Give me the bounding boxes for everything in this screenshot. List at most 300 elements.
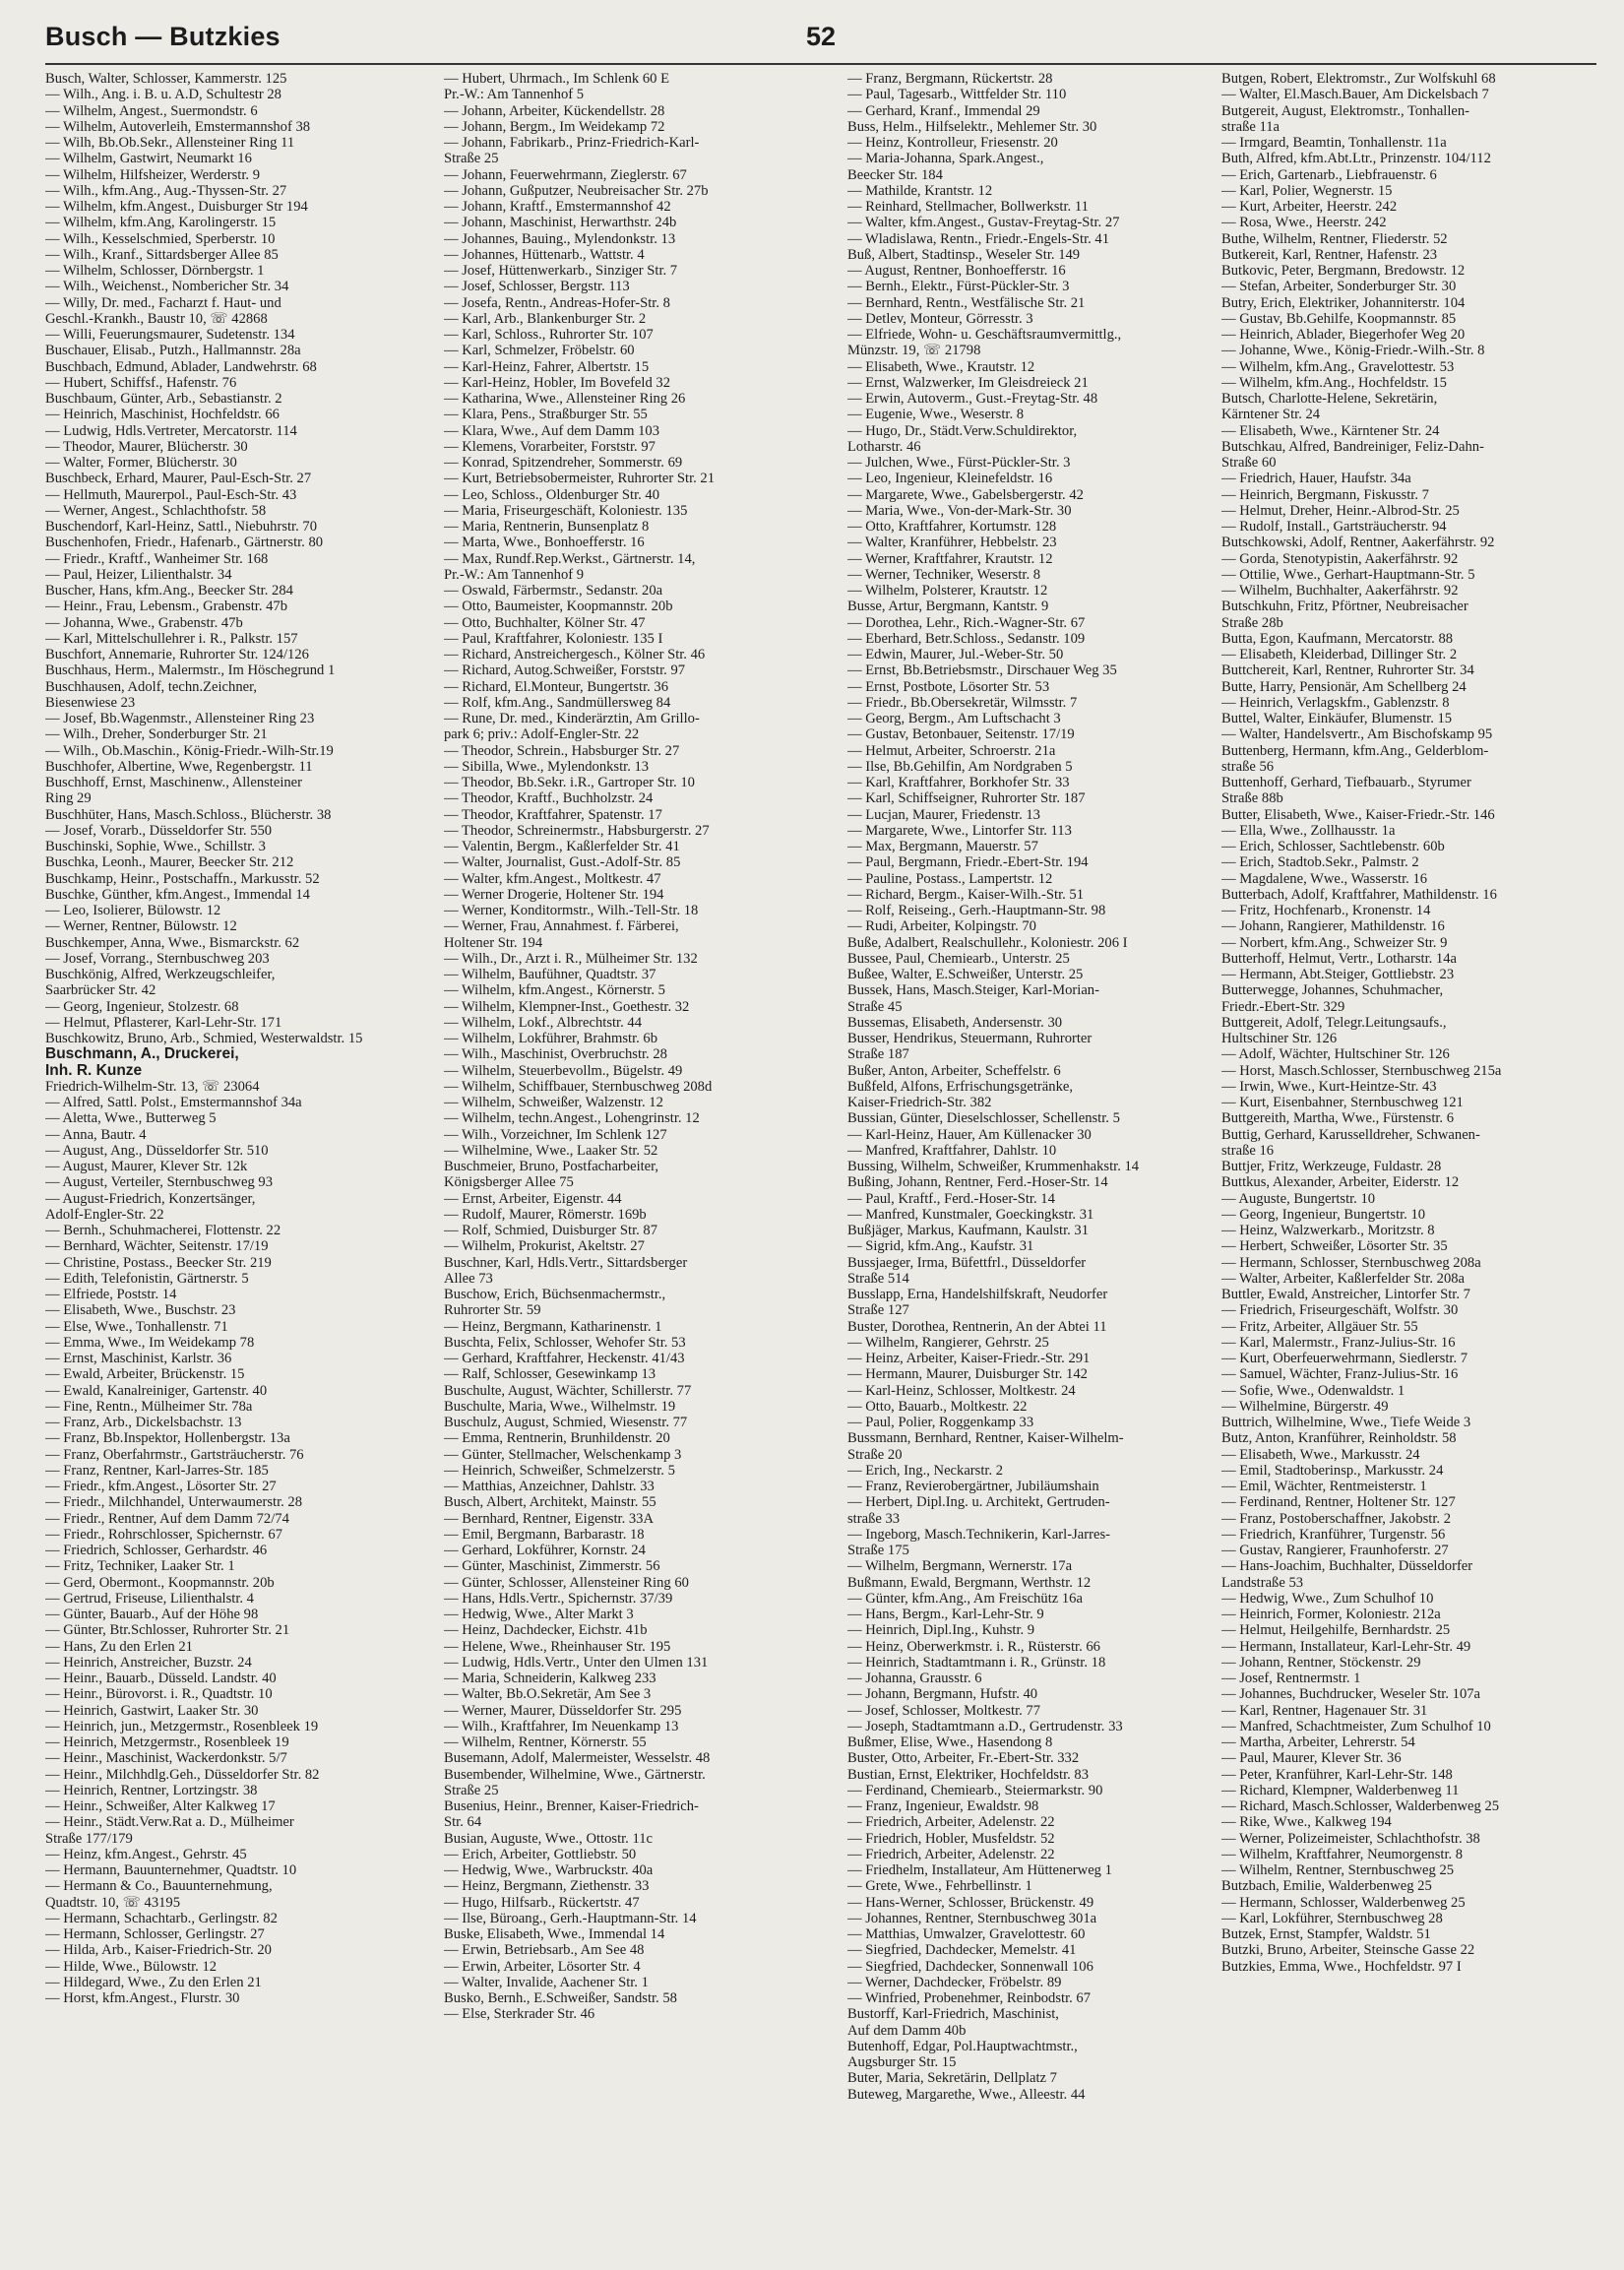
directory-entry-line: — Johanna, Wwe., Grabenstr. 47b [45,614,243,631]
directory-entry-line: — Kurt, Eisenbahner, Sternbuschweg 121 [1221,1095,1464,1110]
directory-entry-line: — Franz, Postoberschaffner, Jakobstr. 2 [1221,1510,1452,1527]
directory-entry-line: Butsch, Charlotte-Helene, Sekretärin, [1221,391,1438,407]
directory-entry-line: Straße 25 [444,151,499,167]
directory-entry-line: — Johann, Rangierer, Mathildenstr. 16 [1221,918,1445,935]
directory-entry-line: — Hedwig, Wwe., Warbruckstr. 40a [444,1862,654,1878]
directory-entry-line: Hultschiner Str. 126 [1221,1031,1338,1046]
directory-entry-line: — Winfried, Probenehmer, Reinbodstr. 67 [847,1990,1092,2006]
directory-entry-line: — Valentin, Bergm., Kaßlerfelder Str. 41 [444,839,680,854]
directory-entry-line: straße 11a [1221,118,1280,135]
directory-entry-line: Butterhoff, Helmut, Vertr., Lotharstr. 14a [1221,950,1457,967]
directory-entry-line: Buschendorf, Karl-Heinz, Sattl., Niebuhrstr. 70 [45,519,318,535]
directory-entry-line: — Peter, Kranführer, Karl-Lehr-Str. 148 [1221,1766,1453,1783]
directory-entry-line: — Manfred, Schachtmeister, Zum Schulhof 10 [1221,1718,1491,1734]
directory-entry-line: — Heinz, Oberwerkmstr. i. R., Rüsterstr. 66 [847,1638,1100,1655]
directory-entry-line: — Gorda, Stenotypistin, Aakerfährstr. 92 [1221,550,1459,567]
directory-entry-line: — Klemens, Vorarbeiter, Forststr. 97 [444,438,656,455]
directory-entry-line: Pr.-W.: Am Tannenhof 9 [444,566,585,583]
directory-entry-line: — Johann, Bergmann, Hufstr. 40 [847,1686,1038,1703]
directory-entry-line: Buschauer, Elisab., Putzh., Hallmannstr. 28a [45,343,301,359]
directory-entry-line: — Günter, kfm.Ang., Am Freischütz 16a [847,1590,1083,1607]
directory-entry-line: — Franz, Bb.Inspektor, Hollenbergstr. 13a [45,1430,290,1447]
directory-entry-line: Butkereit, Karl, Rentner, Hafenstr. 23 [1221,246,1438,263]
directory-entry-line: — Elisabeth, Wwe., Kärntener Str. 24 [1221,422,1440,439]
directory-entry-line: Straße 177/179 [45,1830,133,1847]
directory-entry-line: — Fritz, Arbeiter, Allgäuer Str. 55 [1221,1318,1418,1335]
directory-entry-line: — Hermann, Schlosser, Sternbuschweg 208a [1221,1254,1481,1271]
directory-entry-line: — Wilhelm, Lokf., Albrechtstr. 44 [444,1014,642,1031]
directory-entry-line: — Walter, Former, Blücherstr. 30 [45,455,237,471]
directory-entry-line: — Otto, Buchhalter, Kölner Str. 47 [444,614,646,631]
directory-entry-line: — Adolf, Wächter, Hultschiner Str. 126 [1221,1046,1450,1063]
directory-entry-line: Butenhoff, Edgar, Pol.Hauptwachtmstr., [847,2038,1078,2054]
directory-entry-line: — Samuel, Wächter, Franz-Julius-Str. 16 [1221,1366,1459,1383]
directory-entry-line: — Auguste, Bungertstr. 10 [1221,1190,1376,1207]
directory-entry-line: Straße 127 [847,1302,909,1319]
directory-entry-line: — Wilhelm, kfm.Ang, Karolingerstr. 15 [45,215,277,231]
directory-entry-line: — Theodor, Schreinermstr., Habsburgerstr. 27 [444,822,710,839]
directory-entry-line: — Ralf, Schlosser, Gesewinkamp 13 [444,1366,656,1383]
directory-entry-line: — Heinz, Bergmann, Katharinenstr. 1 [444,1318,662,1335]
directory-entry-line: Busko, Bernh., E.Schweißer, Sandstr. 58 [444,1990,677,2006]
directory-entry-line: Augsburger Str. 15 [847,2054,957,2070]
directory-entry-line: — Heinrich, Rentner, Lortzingstr. 38 [45,1782,258,1798]
directory-entry-line: Straße 175 [847,1543,909,1558]
directory-entry-line: — Werner Drogerie, Holtener Str. 194 [444,886,664,903]
directory-entry-line: Bustian, Ernst, Elektriker, Hochfeldstr. 83 [847,1766,1090,1783]
directory-entry-line: Buschfort, Annemarie, Ruhrorter Str. 124/126 [45,647,309,662]
directory-entry-line: — Bernh., Elektr., Fürst-Pückler-Str. 3 [847,279,1070,295]
directory-entry-line: — Elfriede, Wohn- u. Geschäftsraumvermittlg., [847,327,1122,343]
directory-entry-line: — Matthias, Anzeichner, Dahlstr. 33 [444,1479,655,1494]
directory-entry-line: — Wilhelm, Hilfsheizer, Werderstr. 9 [45,166,260,183]
directory-entry-line: Butry, Erich, Elektriker, Johanniterstr. 104 [1221,294,1466,311]
directory-entry-line: Busch, Albert, Architekt, Mainstr. 55 [444,1494,656,1511]
directory-entry-line: — Hilda, Arb., Kaiser-Friedrich-Str. 20 [45,1942,272,1959]
directory-entry-line: Straße 60 [1221,455,1277,471]
directory-entry-line: — Wilh., Dr., Arzt i. R., Mülheimer Str. 132 [444,950,698,967]
directory-entry-line: — Friedrich, Hobler, Musfeldstr. 52 [847,1830,1055,1847]
directory-entry-line: Busembender, Wilhelmine, Wwe., Gärtnerstr. [444,1766,706,1783]
directory-entry-line: — Manfred, Kunstmaler, Goeckingkstr. 31 [847,1206,1094,1223]
directory-entry-line: Bussek, Hans, Masch.Steiger, Karl-Morian- [847,982,1099,999]
directory-entry-line: — Wilh., Vorzeichner, Im Schlenk 127 [444,1126,667,1143]
directory-entry-line: — Franz, Bergmann, Rückertstr. 28 [847,71,1053,87]
directory-entry-line: — Wilh., Kesselschmied, Sperberstr. 10 [45,230,276,247]
directory-entry-line: — Erich, Schlosser, Sachtlebenstr. 60b [1221,839,1445,854]
directory-entry-line: Buschhoff, Ernst, Maschinenw., Allensteiner [45,775,303,790]
directory-entry-line: Busser, Hendrikus, Steuermann, Ruhrorter [847,1031,1093,1046]
directory-entry-line: Bußfeld, Alfons, Erfrischungsgetränke, [847,1078,1073,1095]
directory-entry-line: — Dorothea, Lehr., Rich.-Wagner-Str. 67 [847,614,1086,631]
directory-entry-line: — Paul, Polier, Roggenkamp 33 [847,1415,1034,1430]
directory-entry-line: — Karl, Arb., Blankenburger Str. 2 [444,310,647,327]
directory-entry-line: Beecker Str. 184 [847,166,943,183]
directory-entry-line: — Walter, El.Masch.Bauer, Am Dickelsbach 7 [1221,87,1489,103]
directory-entry-line: — Ernst, Postbote, Lösorter Str. 53 [847,678,1050,695]
directory-entry-line: — Karl-Heinz, Schlosser, Moltkestr. 24 [847,1382,1076,1399]
directory-entry-line: — Wilhelm, Autoverleih, Emstermannshof 38 [45,118,311,135]
directory-entry-line: — Maria-Johanna, Spark.Angest., [847,151,1044,167]
directory-entry-line: Straße 28b [1221,614,1283,631]
directory-entry-line: — Matthias, Umwalzer, Gravelottestr. 60 [847,1926,1086,1942]
directory-entry-line: — Rosa, Wwe., Heerstr. 242 [1221,215,1387,231]
directory-entry-line: — Karl-Heinz, Hobler, Im Bovefeld 32 [444,374,671,391]
directory-entry-line: — Ludwig, Hdls.Vertreter, Mercatorstr. 114 [45,422,297,439]
directory-entry-line: — Günter, Btr.Schlosser, Ruhrorter Str. 21 [45,1622,290,1639]
directory-entry-line: — Karl, Kraftfahrer, Borkhofer Str. 33 [847,775,1070,790]
directory-entry-line: Butterwegge, Johannes, Schuhmacher, [1221,982,1444,999]
directory-entry-line: — August, Verteiler, Sternbuschweg 93 [45,1174,273,1191]
directory-entry-line: — Klara, Pens., Straßburger Str. 55 [444,407,648,423]
directory-entry-line: — Heinz, Bergmann, Ziethenstr. 33 [444,1878,650,1895]
directory-entry-line: — Edith, Telefonistin, Gärtnerstr. 5 [45,1270,249,1287]
directory-entry-line: Buttenberg, Hermann, kfm.Ang., Gelderblom- [1221,742,1489,759]
directory-entry-line: — Walter, Kranführer, Hebbelstr. 23 [847,535,1057,551]
directory-entry-line: — Anna, Bautr. 4 [45,1126,147,1143]
directory-entry-line: — Ilse, Büroang., Gerh.-Hauptmann-Str. 14 [444,1910,697,1926]
directory-entry-line: Holtener Str. 194 [444,934,543,951]
directory-entry-line: — Ferdinand, Rentner, Holtener Str. 127 [1221,1494,1456,1511]
directory-entry-line: — Leo, Schloss., Oldenburger Str. 40 [444,486,660,503]
directory-entry-line: straße 33 [847,1510,901,1527]
directory-entry-line: — Heinz, kfm.Angest., Gehrstr. 45 [45,1846,247,1862]
directory-entry-line: Butter, Elisabeth, Wwe., Kaiser-Friedr.-Str. 146 [1221,806,1495,823]
directory-entry-line: — Fine, Rentn., Mülheimer Str. 78a [45,1398,253,1415]
directory-entry-line: — Fritz, Techniker, Laaker Str. 1 [45,1558,235,1575]
directory-entry-line: — Hans, Bergm., Karl-Lehr-Str. 9 [847,1607,1044,1622]
directory-entry-line: — Wilhelm, Bergmann, Wernerstr. 17a [847,1558,1073,1575]
directory-entry-line: — Richard, Klempner, Walderbenweg 11 [1221,1782,1460,1798]
directory-entry-line: — Erwin, Arbeiter, Lösorter Str. 4 [444,1958,641,1975]
directory-entry-line: Buschhüter, Hans, Masch.Schloss., Blücherstr. 38 [45,806,332,823]
directory-entry-line: — Friedrich, Hauer, Haufstr. 34a [1221,471,1411,487]
directory-entry-line: — Rune, Dr. med., Kinderärztin, Am Grillo- [444,711,700,726]
directory-entry-line: — Otto, Kraftfahrer, Kortumstr. 128 [847,519,1057,535]
directory-entry-line: — Gustav, Bb.Gehilfe, Koopmannstr. 85 [1221,310,1457,327]
directory-entry-line: — Josef, Vorarb., Düsseldorfer Str. 550 [45,822,273,839]
directory-entry-line: Busemann, Adolf, Malermeister, Wesselstr. 48 [444,1750,711,1767]
directory-entry-line: — Wilhelm, Steuerbevollm., Bügelstr. 49 [444,1062,683,1079]
directory-entry-line: Biesenwiese 23 [45,694,136,711]
directory-entry-line: — Josef, Rentnermstr. 1 [1221,1671,1361,1686]
directory-entry-line: — Werner, Angest., Schlachthofstr. 58 [45,502,267,519]
directory-entry-line: — Otto, Baumeister, Koopmannstr. 20b [444,599,673,615]
directory-entry-line: Butta, Egon, Kaufmann, Mercatorstr. 88 [1221,630,1454,647]
directory-entry-line: — Hans, Zu den Erlen 21 [45,1638,193,1655]
directory-entry-line: Pr.-W.: Am Tannenhof 5 [444,87,585,103]
directory-entry-line: — Werner, Polizeimeister, Schlachthofstr. 38 [1221,1830,1480,1847]
directory-entry-line: — Karl, Polier, Wegnerstr. 15 [1221,182,1393,199]
directory-entry-line: — Fritz, Hochfenarb., Kronenstr. 14 [1221,903,1431,918]
directory-entry-line: — Wilhelm, Kraftfahrer, Neumorgenstr. 8 [1221,1846,1464,1862]
directory-entry-line: Buschbach, Edmund, Ablader, Landwehrstr. 68 [45,358,317,375]
directory-entry-line: — Johann, Arbeiter, Kückendellstr. 28 [444,102,665,119]
directory-entry-line: — Max, Bergmann, Mauerstr. 57 [847,839,1038,854]
directory-entry-line: — Emil, Stadtoberinsp., Markusstr. 24 [1221,1462,1444,1479]
directory-entry-line: — Johanne, Wwe., König-Friedr.-Wilh.-Str. 8 [1221,343,1485,359]
directory-entry-line: Busian, Auguste, Wwe., Ottostr. 11c [444,1830,654,1847]
directory-entry-line: — Josefa, Rentn., Andreas-Hofer-Str. 8 [444,294,670,311]
directory-entry-line: Butschkuhn, Fritz, Pförtner, Neubreisacher [1221,599,1468,615]
directory-entry-line: — Paul, Kraftf., Ferd.-Hoser-Str. 14 [847,1190,1055,1207]
directory-entry-line: — Pauline, Postass., Lampertstr. 12 [847,870,1053,887]
directory-entry-line: — Friedrich, Schlosser, Gerhardstr. 46 [45,1543,268,1558]
directory-entry-line: Buschulte, August, Wächter, Schillerstr. 77 [444,1382,692,1399]
directory-entry-line: — Rudolf, Install., Gartsträucherstr. 94 [1221,519,1447,535]
directory-entry-line: park 6; priv.: Adolf-Engler-Str. 22 [444,726,640,743]
directory-entry-line: — Elfriede, Poststr. 14 [45,1287,177,1302]
directory-entry-line: — Wilhelm, techn.Angest., Lohengrinstr. 12 [444,1110,700,1127]
directory-entry-line: — Karl-Heinz, Hauer, Am Küllenacker 30 [847,1126,1092,1143]
directory-entry-line: — Heinz, Kontrolleur, Friesenstr. 20 [847,135,1058,151]
directory-entry-line: — Erich, Stadtob.Sekr., Palmstr. 2 [1221,854,1419,871]
directory-entry-line: Buttler, Ewald, Anstreicher, Lintorfer Str. 7 [1221,1287,1470,1302]
directory-entry-line: — Hubert, Schiffsf., Hafenstr. 76 [45,374,237,391]
directory-entry-line: — Else, Sterkrader Str. 46 [444,2006,595,2023]
directory-entry-line: — Theodor, Schrein., Habsburger Str. 27 [444,742,680,759]
directory-entry-line: — Hermann, Installateur, Karl-Lehr-Str. 49 [1221,1638,1471,1655]
directory-entry-line: Bußmer, Elise, Wwe., Hasendong 8 [847,1734,1053,1750]
directory-entry-line: Buschbeck, Erhard, Maurer, Paul-Esch-Str. 27 [45,471,312,487]
directory-entry-line: — Wilhelm, kfm.Ang., Gravelottestr. 53 [1221,358,1455,375]
directory-entry-line: — Ewald, Kanalreiniger, Gartenstr. 40 [45,1382,268,1399]
directory-entry-line: — Klara, Wwe., Auf dem Damm 103 [444,422,659,439]
directory-entry-line: — Werner, Frau, Annahmest. f. Färberei, [444,918,679,935]
directory-entry-line: Buschinski, Sophie, Wwe., Schillstr. 3 [45,839,266,854]
directory-entry-line: — Werner, Rentner, Bülowstr. 12 [45,918,237,935]
directory-entry-line: — Karl, Schmelzer, Fröbelstr. 60 [444,343,635,359]
directory-entry-line: — Konrad, Spitzendreher, Sommerstr. 69 [444,455,683,471]
directory-entry-line: Buschkamp, Heinr., Postschaffn., Markusstr. 52 [45,870,320,887]
directory-entry-line: — Wilhelm, Rentner, Sternbuschweg 25 [1221,1862,1455,1878]
directory-entry-line: Butte, Harry, Pensionär, Am Schellberg 24 [1221,678,1467,695]
directory-entry-line: — Ferdinand, Chemiearb., Steiermarkstr. 90 [847,1782,1103,1798]
directory-entry-line: Buschkowitz, Bruno, Arb., Schmied, Westerwaldstr. 15 [45,1031,363,1046]
directory-entry-line: — Gustav, Betonbauer, Seitenstr. 17/19 [847,726,1075,743]
directory-entry-line: — Karl, Mittelschullehrer i. R., Palkstr. 157 [45,630,298,647]
directory-entry-line: — Wilhelm, Schweißer, Walzenstr. 12 [444,1095,663,1110]
directory-entry-line: — Johann, Gußputzer, Neubreisacher Str. 27b [444,182,709,199]
directory-entry-line: — Wilhelm, Rentner, Körnerstr. 55 [444,1734,647,1750]
directory-entry-line: — Werner, Techniker, Weserstr. 8 [847,566,1041,583]
directory-entry-line: — Kurt, Betriebsobermeister, Ruhrorter Str. 21 [444,471,716,487]
directory-entry-line: — Marta, Wwe., Bonhoefferstr. 16 [444,535,645,551]
directory-entry-line: — Günter, Schlosser, Allensteiner Ring 60 [444,1574,689,1591]
directory-entry-line: — Wilhelm, Baufühner, Quadtstr. 37 [444,967,656,982]
directory-entry-line: — Emma, Rentnerin, Brunhildenstr. 20 [444,1430,670,1447]
directory-entry-line: — Paul, Maurer, Klever Str. 36 [1221,1750,1402,1767]
directory-entry-line: — Siegfried, Dachdecker, Memelstr. 41 [847,1942,1077,1959]
directory-entry-line: — Wilhelm, kfm.Angest., Körnerstr. 5 [444,982,665,999]
directory-entry-line: — Wilh., Kranf., Sittardsberger Allee 85 [45,246,279,263]
directory-entry-line: — Grete, Wwe., Fehrbellinstr. 1 [847,1878,1032,1895]
directory-entry-line: — Martha, Arbeiter, Lehrerstr. 54 [1221,1734,1415,1750]
directory-entry-line: — Hilde, Wwe., Bülowstr. 12 [45,1958,218,1975]
directory-entry-line: — Hedwig, Wwe., Alter Markt 3 [444,1607,634,1622]
directory-entry-line: Buschka, Leonh., Maurer, Beecker Str. 212 [45,854,294,871]
directory-entry-line: — Else, Wwe., Tonhallenstr. 71 [45,1318,228,1335]
directory-entry-line: Lotharstr. 46 [847,438,921,455]
directory-entry-line: — Wilh., Ob.Maschin., König-Friedr.-Wilh-Str.19 [45,742,334,759]
directory-entry-line: — Friedr., Milchhandel, Unterwaumerstr. 28 [45,1494,303,1511]
directory-entry-line: — Ernst, Arbeiter, Eigenstr. 44 [444,1190,622,1207]
directory-entry-line: — Helene, Wwe., Rheinhauser Str. 195 [444,1638,671,1655]
directory-entry-line: Busse, Artur, Bergmann, Kantstr. 9 [847,599,1049,615]
directory-entry-line: — Johannes, Rentner, Sternbuschweg 301a [847,1910,1097,1926]
directory-entry-line: — Ernst, Maschinist, Karlstr. 36 [45,1351,232,1366]
directory-entry-line: Straße 88b [1221,790,1283,807]
directory-entry-line: — Wilhelm, Buchhalter, Aakerfährstr. 92 [1221,583,1459,599]
directory-entry-line: — Elisabeth, Wwe., Buschstr. 23 [45,1302,236,1319]
directory-entry-line: — Friedr., Rentner, Auf dem Damm 72/74 [45,1510,289,1527]
directory-entry-line: Buschulz, August, Schmied, Wiesenstr. 77 [444,1415,688,1430]
directory-entry-line: — Hermann, Bauunternehmer, Quadtstr. 10 [45,1862,297,1878]
directory-entry-line: — Ottilie, Wwe., Gerhart-Hauptmann-Str. 5 [1221,566,1475,583]
directory-entry-line: Buschke, Günther, kfm.Angest., Immendal 14 [45,886,310,903]
directory-entry-line: — Wilhelmine, Wwe., Laaker Str. 52 [444,1142,658,1159]
directory-entry-line: — Karl, Schloss., Ruhrorter Str. 107 [444,327,654,343]
directory-entry-line: — Gerd, Obermont., Koopmannstr. 20b [45,1574,275,1591]
directory-entry-line: — Hedwig, Wwe., Zum Schulhof 10 [1221,1590,1434,1607]
directory-entry-line: Straße 514 [847,1270,909,1287]
directory-entry-line: — Kurt, Oberfeuerwehrmann, Siedlerstr. 7 [1221,1351,1468,1366]
directory-entry-line: — Heinrich, jun., Metzgermstr., Rosenbleek 19 [45,1718,319,1734]
directory-entry-line: — Walter, Journalist, Gust.-Adolf-Str. 85 [444,854,681,871]
directory-entry-line: — Josef, Schlosser, Bergstr. 113 [444,279,630,295]
directory-entry-line: — Maria, Friseurgeschäft, Koloniestr. 135 [444,502,688,519]
directory-entry-line: — Elisabeth, Wwe., Krautstr. 12 [847,358,1035,375]
directory-entry-line: Adolf-Engler-Str. 22 [45,1206,164,1223]
directory-entry-line: — Werner, Maurer, Düsseldorfer Str. 295 [444,1702,682,1719]
directory-entry-line: Ring 29 [45,790,92,807]
directory-entry-line: — Norbert, kfm.Ang., Schweizer Str. 9 [1221,934,1448,951]
directory-entry-line: Busslapp, Erna, Handelshilfskraft, Neudorfer [847,1287,1108,1302]
directory-entry-line: — Wilhelm, kfm.Ang., Hochfeldstr. 15 [1221,374,1447,391]
directory-entry-line: — Richard, El.Monteur, Bungertstr. 36 [444,678,669,695]
directory-entry-line: — Franz, Oberfahrmstr., Gartsträucherstr. 76 [45,1446,304,1463]
directory-entry-line: — Friedr., Rohrschlosser, Spichernstr. 67 [45,1526,283,1543]
directory-entry-line: — Herbert, Dipl.Ing. u. Architekt, Gertruden- [847,1494,1110,1511]
page-header [45,22,1596,65]
directory-entry-line: — Ernst, Walzwerker, Im Gleisdreieck 21 [847,374,1089,391]
directory-entry-line: — Wilh., Maschinist, Overbruchstr. 28 [444,1046,667,1063]
directory-entry-line: — August, Rentner, Bonhoefferstr. 16 [847,263,1066,279]
directory-entry-line: Buttjer, Fritz, Werkzeuge, Fuldastr. 28 [1221,1159,1442,1174]
directory-entry-line: — Hellmuth, Maurerpol., Paul-Esch-Str. 43 [45,486,297,503]
directory-entry-line: — Christine, Postass., Beecker Str. 219 [45,1254,272,1271]
directory-entry-line: — Bernhard, Rentn., Westfälische Str. 21 [847,294,1086,311]
directory-entry-line: — August, Ang., Düsseldorfer Str. 510 [45,1142,269,1159]
directory-entry-line: Buthe, Wilhelm, Rentner, Fliederstr. 52 [1221,230,1448,247]
directory-entry-line: Butkovic, Peter, Bergmann, Bredowstr. 12 [1221,263,1466,279]
directory-entry-line: — Karl, Lokführer, Sternbuschweg 28 [1221,1910,1443,1926]
directory-entry-line: Butterbach, Adolf, Kraftfahrer, Mathildenstr. 16 [1221,886,1497,903]
directory-entry-line: Str. 64 [444,1814,482,1831]
directory-entry-line: Busch, Walter, Schlosser, Kammerstr. 125 [45,71,287,87]
directory-entry-line: — Helmut, Arbeiter, Schroerstr. 21a [847,742,1056,759]
directory-entry-line: — Ingeborg, Masch.Technikerin, Karl-Jarres- [847,1526,1110,1543]
directory-entry-line: — Wilh., Ang. i. B. u. A.D, Schultestr 28 [45,87,281,103]
directory-entry-line: Buttel, Walter, Einkäufer, Blumenstr. 15 [1221,711,1453,726]
directory-entry-line: — Gertrud, Friseuse, Lilienthalstr. 4 [45,1590,254,1607]
directory-entry-line: — Heinrich, Schweißer, Schmelzerstr. 5 [444,1462,675,1479]
directory-entry-line: — Walter, kfm.Angest., Gustav-Freytag-Str. 27 [847,215,1120,231]
directory-entry-line: — Walter, Handelsvertr., Am Bischofskamp 95 [1221,726,1493,743]
directory-entry-line: — Hugo, Dr., Städt.Verw.Schuldirektor, [847,422,1078,439]
directory-entry-line: Bussjaeger, Irma, Büfettfrl., Düsseldorfer [847,1254,1087,1271]
directory-entry-line: — Heinz, Walzwerkarb., Moritzstr. 8 [1221,1223,1435,1238]
directory-entry-line: Friedr.-Ebert-Str. 329 [1221,998,1345,1015]
directory-entry-line: — Heinrich, Ablader, Biegerhofer Weg 20 [1221,327,1466,343]
directory-entry-line: — Johann, Maschinist, Herwarthstr. 24b [444,215,677,231]
directory-entry-line: — Franz, Ingenieur, Ewaldstr. 98 [847,1798,1039,1814]
directory-entry-line: Bußjäger, Markus, Kaufmann, Kaulstr. 31 [847,1223,1090,1238]
directory-entry-line: Busenius, Heinr., Brenner, Kaiser-Friedrich- [444,1798,699,1814]
directory-entry-line: — Horst, Masch.Schlosser, Sternbuschweg 215a [1221,1062,1502,1079]
directory-entry-line: — Georg, Bergm., Am Luftschacht 3 [847,711,1061,726]
directory-entry-line: — Theodor, Maurer, Blücherstr. 30 [45,438,248,455]
directory-entry-line: — Heinr., Milchhdlg.Geh., Düsseldorfer Str. 82 [45,1766,320,1783]
directory-entry-line: — Karl, Schiffseigner, Ruhrorter Str. 187 [847,790,1086,807]
directory-entry-line: — Werner, Konditormstr., Wilh.-Tell-Str. 18 [444,903,699,918]
directory-entry-line: — Wilh., Kraftfahrer, Im Neuenkamp 13 [444,1718,679,1734]
directory-entry-line: — Karl, Malermstr., Franz-Julius-Str. 16 [1221,1334,1456,1351]
column-3 [847,71,1239,2261]
directory-entry-line: Buschkönig, Alfred, Werkzeugschleifer, [45,967,276,982]
directory-entry-line: — Theodor, Kraftfahrer, Spatenstr. 17 [444,806,662,823]
directory-entry-line: Landstraße 53 [1221,1574,1304,1591]
directory-entry-line: — Siegfried, Dachdecker, Sonnenwall 106 [847,1958,1093,1975]
directory-entry-line: Butzkies, Emma, Wwe., Hochfeldstr. 97 I [1221,1958,1462,1975]
directory-entry-line: — Heinr., Bauarb., Düsseld. Landstr. 40 [45,1671,277,1686]
directory-entry-line: Ruhrorter Str. 59 [444,1302,541,1319]
directory-entry-line: — Willy, Dr. med., Facharzt f. Haut- und [45,294,281,311]
directory-entry-line: Quadtstr. 10, ☏ 43195 [45,1894,181,1911]
directory-entry-line: — Joseph, Stadtamtmann a.D., Gertrudenstr. 33 [847,1718,1123,1734]
directory-entry-line: Bussian, Günter, Dieselschlosser, Schellenstr. 5 [847,1110,1120,1127]
directory-entry-line: — Wilhelm, Lokführer, Brahmstr. 6b [444,1031,658,1046]
running-head: Busch — Butzkies [45,22,281,51]
directory-entry-line: — Magdalene, Wwe., Wasserstr. 16 [1221,870,1428,887]
directory-entry-line: Straße 45 [847,998,903,1015]
directory-entry-line: — Wilhelm, kfm.Angest., Duisburger Str 194 [45,199,308,215]
directory-entry-line: — Hans-Joachim, Buchhalter, Düsseldorfer [1221,1558,1473,1575]
directory-entry-line: — Elisabeth, Wwe., Markusstr. 24 [1221,1446,1420,1463]
directory-entry-line: — Walter, Arbeiter, Kaßlerfelder Str. 208a [1221,1270,1466,1287]
directory-entry-line: — Gerhard, Kraftfahrer, Heckenstr. 41/43 [444,1351,685,1366]
directory-entry-line: — Ilse, Bb.Gehilfin, Am Nordgraben 5 [847,758,1073,775]
directory-entry-line: — Josef, Schlosser, Moltkestr. 77 [847,1702,1041,1719]
directory-entry-line: — Emil, Wächter, Rentmeisterstr. 1 [1221,1479,1427,1494]
directory-entry-line: Buttgereith, Martha, Wwe., Fürstenstr. 6 [1221,1110,1455,1127]
directory-entry-line: Buschow, Erich, Büchsenmachermstr., [444,1287,666,1302]
directory-entry-line: — Stefan, Arbeiter, Sonderburger Str. 30 [1221,279,1457,295]
directory-entry-line: — Reinhard, Stellmacher, Bollwerkstr. 11 [847,199,1089,215]
directory-entry-line: — Wilhelm, Angest., Suermondstr. 6 [45,102,258,119]
directory-entry-line: — Heinr., Städt.Verw.Rat a. D., Mülheimer [45,1814,294,1831]
directory-entry-line: Bustorff, Karl-Friedrich, Maschinist, [847,2006,1059,2023]
directory-entry-line: Kaiser-Friedrich-Str. 382 [847,1095,992,1110]
directory-entry-line: — Gerhard, Lokführer, Kornstr. 24 [444,1543,646,1558]
directory-entry-line: — Walter, kfm.Angest., Moltkestr. 47 [444,870,661,887]
directory-entry-line: — Wilh., kfm.Ang., Aug.-Thyssen-Str. 27 [45,182,287,199]
directory-entry-line: Bussing, Wilhelm, Schweißer, Krummenhakstr. 14 [847,1159,1140,1174]
directory-entry-line: Butzek, Ernst, Stampfer, Waldstr. 51 [1221,1926,1431,1942]
directory-entry-line: — Emil, Bergmann, Barbarastr. 18 [444,1526,645,1543]
directory-entry-line: — Friedrich, Arbeiter, Adelenstr. 22 [847,1814,1055,1831]
directory-entry-line: Buss, Helm., Hilfselektr., Mehlemer Str. 30 [847,118,1097,135]
